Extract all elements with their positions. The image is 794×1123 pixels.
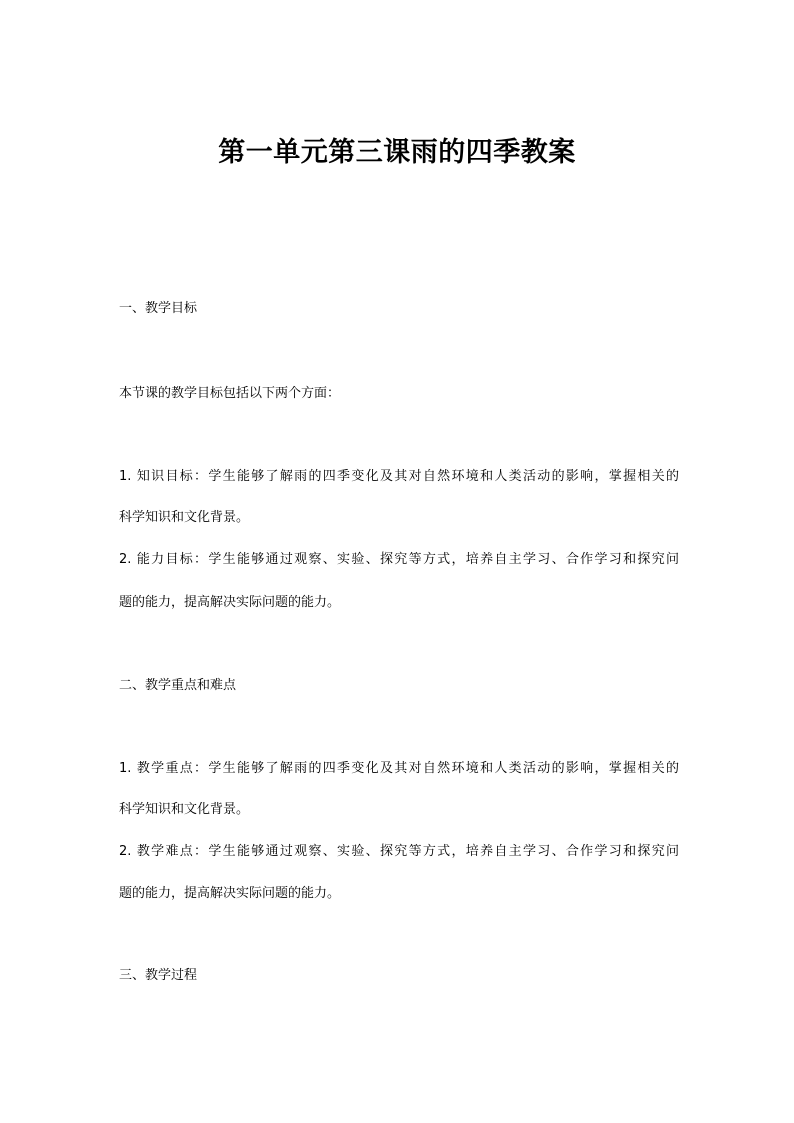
key-point-item-difficulty-line1: 2. 教学难点：学生能够通过观察、实验、探究等方式，培养自主学习、合作学习和探究问 bbox=[119, 844, 679, 859]
section-intro: 本节课的教学目标包括以下两个方面： bbox=[119, 386, 341, 401]
objective-item-ability-line1: 2. 能力目标：学生能够通过观察、实验、探究等方式，培养自主学习、合作学习和探究问 bbox=[119, 552, 679, 567]
key-point-item-focus-line1: 1. 教学重点：学生能够了解雨的四季变化及其对自然环境和人类活动的影响，掌握相关的 bbox=[119, 761, 679, 776]
objective-item-ability-line2: 题的能力，提高解决实际问题的能力。 bbox=[119, 595, 341, 610]
section-heading-key-points: 二、教学重点和难点 bbox=[119, 678, 237, 693]
section-heading-objectives: 一、教学目标 bbox=[119, 301, 198, 316]
key-point-item-difficulty-line2: 题的能力，提高解决实际问题的能力。 bbox=[119, 886, 341, 901]
objective-item-knowledge-line1: 1. 知识目标：学生能够了解雨的四季变化及其对自然环境和人类活动的影响，掌握相关的 bbox=[119, 469, 679, 484]
document-title: 第一单元第三课雨的四季教案 bbox=[218, 137, 576, 168]
key-point-item-focus-line2: 科学知识和文化背景。 bbox=[119, 802, 250, 817]
section-heading-process: 三、教学过程 bbox=[119, 968, 198, 983]
objective-item-knowledge-line2: 科学知识和文化背景。 bbox=[119, 510, 250, 525]
